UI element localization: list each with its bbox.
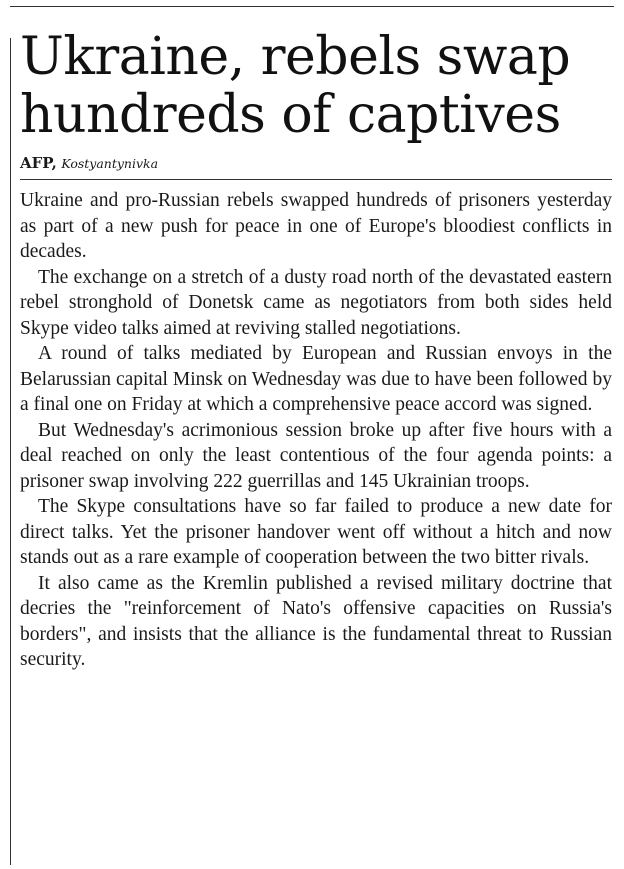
byline [20, 154, 612, 179]
left-column-rule [10, 38, 11, 865]
paragraph: It also came as the Kremlin published a revised military doctrine that decries the "reinforcement of Nato's offensive capacities on Russia's borders", and insists that the alliance is the fundamental threat to Russian security. [20, 572, 612, 670]
top-rule [10, 6, 614, 7]
paragraph: A round of talks mediated by European and Russian envoys in the Belarussian capital Minsk on Wednesday was due to have been followed by a final one on Friday at which a comprehensive peace accord was signed. [20, 343, 612, 415]
paragraph: The Skype consultations have so far failed to produce a new date for direct talks. Yet the prisoner handover went off without a hitch and now stands out as a rare example of cooperation between the two bitter rivals. [20, 496, 612, 568]
article-body [20, 188, 612, 673]
byline-rule [20, 179, 612, 180]
paragraph: But Wednesday's acrimonious session broke up after five hours with a deal reached on only the least contentious of the four agenda points: a prisoner swap involving 222 guerrillas and 145 Ukrainian troops. [20, 419, 612, 492]
byline-place: Kostyantynivka [61, 156, 159, 171]
article [20, 28, 612, 673]
byline-agency: AFP, [20, 154, 57, 172]
paragraph: The exchange on a stretch of a dusty road north of the devastated eastern rebel stronghold of Donetsk came as negotiators from both sides held Skype video talks aimed at reviving stalled negotiations. [20, 266, 612, 339]
paragraph: Ukraine and pro-Russian rebels swapped hundreds of prisoners yesterday as part of a new push for peace in one of Europe's bloodiest conflicts in decades. [20, 190, 612, 262]
headline: Ukraine, rebels swap hundreds of captives [20, 27, 571, 145]
